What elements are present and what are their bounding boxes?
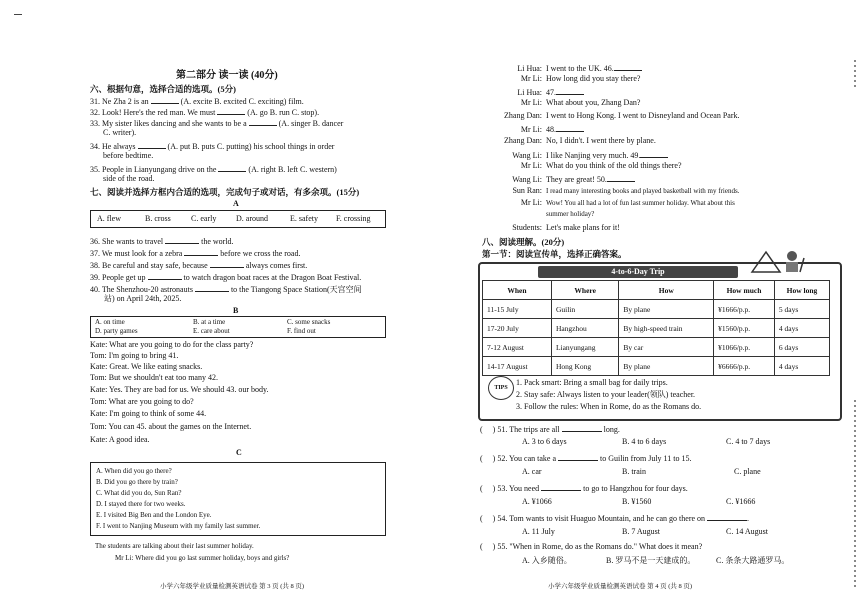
speaker: Mr Li: bbox=[520, 161, 542, 170]
page-footer: 小学六年级学业质量检测英语试卷 第 3 页 (共 8 页) bbox=[160, 583, 305, 590]
answer-blank[interactable] bbox=[607, 173, 635, 182]
dialogue-line: Mr Li: 48. bbox=[470, 123, 584, 135]
cell: Guilin bbox=[551, 300, 618, 319]
cell: 14-17 August bbox=[483, 357, 552, 376]
cell: 11-15 July bbox=[483, 300, 552, 319]
cell: ¥1066/p.p. bbox=[714, 338, 775, 357]
table-header-row bbox=[483, 281, 830, 300]
option-a[interactable]: A. car bbox=[522, 467, 542, 476]
question: ( ) 54. Tom wants to visit Huaguo Mountain, and he can go there on . bbox=[480, 514, 750, 523]
option: E. I visited Big Ben and the London Eye. bbox=[96, 511, 212, 519]
tip-line: 1. Pack smart: Bring a small bag for daily trips. bbox=[516, 378, 668, 387]
section-7-heading: 七、阅读并选择方框内合适的选项，完成句子或对话，有多余项。(15分) bbox=[90, 187, 360, 197]
option: D. party games bbox=[95, 327, 138, 335]
tip-line: 2. Stay safe: Always listen to your leader(领队) teacher. bbox=[516, 390, 696, 399]
dialogue-line: Tom: But we shouldn't eat too many 42. bbox=[90, 373, 218, 382]
part-a-item-cont: 站) on April 24th, 2025. bbox=[104, 294, 182, 303]
page-4 bbox=[430, 0, 860, 609]
speaker: Mr Li: bbox=[520, 125, 542, 134]
answer-blank[interactable] bbox=[640, 149, 668, 158]
answer-blank[interactable] bbox=[165, 235, 199, 244]
s6-item: 34. He always (A. put B. puts C. putting) his school things in order bbox=[90, 142, 335, 151]
answer-blank[interactable] bbox=[210, 259, 244, 268]
answer-blank[interactable] bbox=[138, 140, 166, 149]
cell: ¥1560/p.p. bbox=[714, 319, 775, 338]
part-a-item: 40. The Shenzhou-20 astronauts to the Tiangong Space Station(天宫空间 bbox=[90, 285, 362, 294]
option: A. When did you go there? bbox=[96, 467, 172, 475]
option: F. find out bbox=[287, 327, 316, 335]
question: ( ) 51. The trips are all long. bbox=[480, 425, 620, 434]
speaker: Zhang Dan: bbox=[504, 136, 542, 145]
section-6-heading: 六、根据句意，选择合适的选项。(5分) bbox=[90, 84, 236, 94]
dialogue-line: Kate: What are you going to do for the class party? bbox=[90, 340, 254, 349]
dialogue-line: summer holiday? bbox=[546, 210, 595, 218]
answer-blank[interactable] bbox=[541, 482, 581, 491]
section-title: 第二部分 读一读 (40分) bbox=[176, 70, 278, 81]
cell: By plane bbox=[619, 300, 714, 319]
dialogue-line: Tom: I'm going to bring 41. bbox=[90, 351, 179, 360]
cell: 6 days bbox=[774, 338, 829, 357]
col-header: How long bbox=[774, 281, 829, 300]
dialogue-line: Kate: I'm going to think of some 44. bbox=[90, 409, 207, 418]
speaker: Li Hua: bbox=[517, 88, 542, 97]
option: F. crossing bbox=[336, 214, 371, 223]
option: F. I went to Nanjing Museum with my family last summer. bbox=[96, 522, 261, 530]
option-c[interactable]: C. 条条大路通罗马。 bbox=[716, 556, 790, 565]
answer-blank[interactable] bbox=[184, 247, 218, 256]
answer-blank[interactable] bbox=[707, 512, 747, 521]
dialogue-line: Zhang Dan: No, I didn't. I went there by plane. bbox=[470, 136, 656, 146]
answer-blank[interactable] bbox=[217, 106, 245, 115]
option: C. early bbox=[191, 214, 217, 223]
binding-edge-dots bbox=[854, 400, 856, 590]
dialogue-line: Li Hua: 47. bbox=[470, 86, 584, 98]
part-c-first-line: Mr Li: Where did you go last summer holiday, boys and girls? bbox=[115, 554, 290, 562]
cell: 4 days bbox=[774, 319, 829, 338]
s6-item: 35. People in Lianyungang drive on the (A. right B. left C. western) bbox=[90, 165, 337, 174]
dialogue-line: Sun Ran: I read many interesting books and played basketball with my friends. bbox=[470, 186, 739, 196]
answer-blank[interactable] bbox=[562, 423, 602, 432]
box-b-label: B bbox=[233, 306, 239, 315]
speaker: Wang Li: bbox=[512, 151, 542, 160]
col-header: Where bbox=[551, 281, 618, 300]
speaker: Zhang Dan: bbox=[504, 111, 542, 120]
option: B. Did you go there by train? bbox=[96, 478, 178, 486]
speaker: Wang Li: bbox=[512, 175, 542, 184]
cell: Lianyungang bbox=[551, 338, 618, 357]
table-row bbox=[483, 357, 830, 376]
cell: 5 days bbox=[774, 300, 829, 319]
option-box-a bbox=[90, 210, 386, 228]
cell: ¥1666/p.p. bbox=[714, 300, 775, 319]
dialogue-line: Wang Li: They are great! 50. bbox=[470, 173, 635, 185]
speaker: Mr Li: bbox=[520, 198, 542, 207]
speaker: Li Hua: bbox=[517, 64, 542, 73]
s6-item-cont: C. writer). bbox=[103, 128, 137, 137]
cell: By high-speed train bbox=[619, 319, 714, 338]
s6-item-cont: before bedtime. bbox=[103, 151, 154, 160]
dialogue-line: Kate: Yes. They are bad for us. We should 43. our body. bbox=[90, 385, 269, 394]
cell: 7-12 August bbox=[483, 338, 552, 357]
dialogue-line: Wang Li: I like Nanjing very much. 49. bbox=[470, 149, 668, 161]
question: ( ) 53. You need to go to Hangzhou for four days. bbox=[480, 484, 688, 493]
option-a[interactable]: A. ¥1066 bbox=[522, 497, 552, 506]
table-row bbox=[483, 319, 830, 338]
dialogue-line: Tom: What are you going to do? bbox=[90, 397, 194, 406]
cell: By plane bbox=[619, 357, 714, 376]
option-b[interactable]: B. ¥1560 bbox=[622, 497, 652, 506]
option-c[interactable]: C. plane bbox=[734, 467, 761, 476]
question: ( ) 52. You can take a to Guilin from July 11 to 15. bbox=[480, 454, 692, 463]
option-c[interactable]: C. 14 August bbox=[726, 527, 769, 536]
part-a-item: 39. People get up to watch dragon boat races at the Dragon Boat Festival. bbox=[90, 273, 362, 282]
answer-blank[interactable] bbox=[614, 62, 642, 71]
option: D. around bbox=[236, 214, 268, 223]
speaker: Mr Li: bbox=[520, 74, 542, 83]
option: E. safety bbox=[290, 214, 318, 223]
dialogue-line: Kate: A good idea. bbox=[90, 435, 150, 444]
option-c[interactable]: C. ¥1666 bbox=[726, 497, 756, 506]
option-b[interactable]: B. train bbox=[622, 467, 646, 476]
dialogue-line: Kate: Great. We like eating snacks. bbox=[90, 362, 203, 371]
cell: ¥6666/p.p. bbox=[714, 357, 775, 376]
tip-line: 3. Follow the rules: When in Rome, do as the Romans do. bbox=[516, 402, 702, 411]
answer-blank[interactable] bbox=[249, 117, 277, 126]
question: ( ) 55. "When in Rome, do as the Romans do." What does it mean? bbox=[480, 542, 703, 551]
dialogue-line: Li Hua: I went to the UK. 46. bbox=[470, 62, 642, 74]
option-b[interactable]: B. 4 to 6 days bbox=[622, 437, 667, 446]
box-c-label: C bbox=[236, 448, 242, 457]
option: C. some snacks bbox=[287, 318, 331, 326]
cell: Hong Kong bbox=[551, 357, 618, 376]
poster-title: 4-to-6-Day Trip bbox=[538, 266, 738, 278]
col-header: How bbox=[619, 281, 714, 300]
answer-blank[interactable] bbox=[556, 86, 584, 95]
answer-blank[interactable] bbox=[148, 271, 182, 280]
option-box-b bbox=[90, 316, 386, 338]
col-header: How much bbox=[714, 281, 775, 300]
option-c[interactable]: C. 4 to 7 days bbox=[726, 437, 771, 446]
option-a[interactable]: A. 11 July bbox=[522, 527, 555, 536]
option-a[interactable]: A. 3 to 6 days bbox=[522, 437, 567, 446]
option-a[interactable]: A. 入乡随俗。 bbox=[522, 556, 572, 565]
binding-edge-dots bbox=[854, 60, 856, 90]
dialogue-line: Mr Li: Wow! You all had a lot of fun last summer holiday. What about this bbox=[470, 198, 735, 208]
part-a-item: 38. Be careful and stay safe, because always comes first. bbox=[90, 261, 308, 270]
answer-blank[interactable] bbox=[218, 163, 246, 172]
section-8-subheading: 第一节：阅读宣传单，选择正确答案。 bbox=[482, 249, 627, 259]
page-footer: 小学六年级学业质量检测英语试卷 第 4 页 (共 8 页) bbox=[548, 583, 693, 590]
s6-item: 32. Look! Here's the red man. We must (A. go B. run C. stop). bbox=[90, 108, 320, 117]
answer-blank[interactable] bbox=[558, 452, 598, 461]
dialogue-line: Mr Li: How long did you stay there? bbox=[470, 74, 640, 84]
cell: 17-20 July bbox=[483, 319, 552, 338]
option: C. What did you do, Sun Ran? bbox=[96, 489, 182, 497]
option: D. I stayed there for two weeks. bbox=[96, 500, 186, 508]
table-row bbox=[483, 300, 830, 319]
box-a-label: A bbox=[233, 199, 239, 208]
s6-item: 33. My sister likes dancing and she wants to be a (A. singer B. dancer bbox=[90, 119, 344, 128]
s6-item-cont: side of the road. bbox=[103, 174, 155, 183]
part-a-item: 37. We must look for a zebra before we cross the road. bbox=[90, 249, 301, 258]
table-row bbox=[483, 338, 830, 357]
option-b[interactable]: B. 罗马不是一天建成的。 bbox=[606, 556, 696, 565]
dialogue-line: Tom: You can 45. about the games on the Internet. bbox=[90, 422, 252, 431]
option: E. care about bbox=[193, 327, 230, 335]
option-b[interactable]: B. 7 August bbox=[622, 527, 661, 536]
speaker: Mr Li: bbox=[520, 98, 542, 107]
option: B. at a time bbox=[193, 318, 226, 326]
speaker: Sun Ran: bbox=[512, 186, 542, 195]
cell: Hangzhou bbox=[551, 319, 618, 338]
speaker: Students: bbox=[512, 223, 542, 232]
dialogue-line: Zhang Dan: I went to Hong Kong. I went to Disneyland and Ocean Park. bbox=[470, 111, 740, 121]
answer-blank[interactable] bbox=[556, 123, 584, 132]
tips-icon: TIPS bbox=[488, 376, 514, 400]
part-a-item: 36. She wants to travel the world. bbox=[90, 237, 234, 246]
option: A. flew bbox=[97, 214, 121, 223]
answer-blank[interactable] bbox=[151, 95, 179, 104]
section-8-heading: 八、阅读理解。(20分) bbox=[482, 237, 565, 247]
option: A. on time bbox=[95, 318, 125, 326]
travel-illustration bbox=[748, 248, 808, 274]
option-box-c bbox=[90, 462, 386, 536]
part-c-intro: The students are talking about their last summer holiday. bbox=[95, 542, 254, 550]
s6-item: 31. Ne Zha 2 is an (A. excite B. excited C. exciting) film. bbox=[90, 97, 304, 106]
option: B. cross bbox=[145, 214, 171, 223]
answer-blank[interactable] bbox=[195, 283, 229, 292]
trip-table bbox=[482, 280, 830, 376]
dialogue-line: Students: Let's make plans for it! bbox=[470, 223, 620, 233]
cell: By car bbox=[619, 338, 714, 357]
dialogue-line: Mr Li: What do you think of the old things there? bbox=[470, 161, 682, 171]
cell: 4 days bbox=[774, 357, 829, 376]
dialogue-line: Mr Li: What about you, Zhang Dan? bbox=[470, 98, 640, 108]
col-header: When bbox=[483, 281, 552, 300]
